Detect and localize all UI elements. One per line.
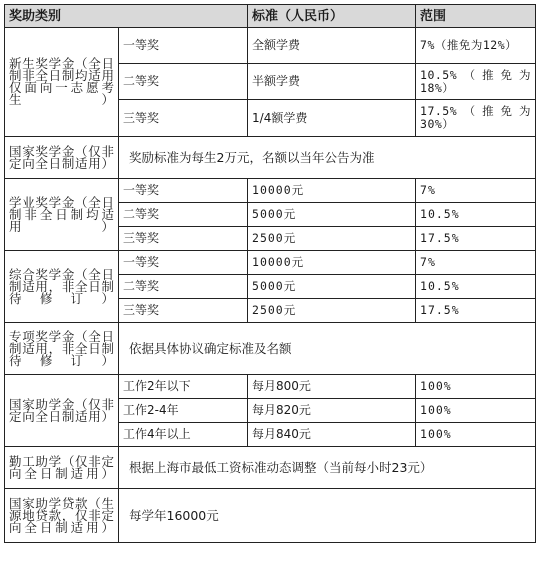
- national-grant-label: 国家助学金（仅非定向全日制适用）: [5, 375, 119, 447]
- range-cell: 100%: [416, 399, 536, 423]
- special-label: 专项奖学金（全日制适用，非全日制待修订）: [5, 323, 119, 375]
- scholarship-table: [4, 4, 536, 543]
- level-cell: 三等奖: [119, 299, 248, 323]
- range-cell: 100%: [416, 375, 536, 399]
- standard-cell: 每月840元: [248, 423, 416, 447]
- range-cell: 7%: [416, 251, 536, 275]
- table-row: [5, 28, 536, 64]
- table-row: [5, 447, 536, 489]
- level-cell: 二等奖: [119, 64, 248, 100]
- standard-cell: 1/4额学费: [248, 100, 416, 137]
- comprehensive-label: 综合奖学金（全日制适用，非全日制待修订）: [5, 251, 119, 323]
- table-row: [5, 375, 536, 399]
- range-cell: 7%（推免为12%）: [416, 28, 536, 64]
- loan-label: 国家助学贷款（生源地贷款，仅非定向全日制适用）: [5, 489, 119, 543]
- range-cell: 10.5%（推免为18%）: [416, 64, 536, 100]
- work-study-label: 勤工助学（仅非定向全日制适用）: [5, 447, 119, 489]
- header-row: [5, 5, 536, 28]
- work-study-text: 根据上海市最低工资标准动态调整（当前每小时23元）: [119, 447, 536, 489]
- level-cell: 三等奖: [119, 100, 248, 137]
- freshman-label: 新生奖学金（全日制非全日制均适用仅面向一志愿考生）: [5, 28, 119, 137]
- standard-cell: 5000元: [248, 203, 416, 227]
- table-row: [5, 323, 536, 375]
- loan-text: 每学年16000元: [119, 489, 536, 543]
- range-cell: 10.5%: [416, 203, 536, 227]
- level-cell: 三等奖: [119, 227, 248, 251]
- range-cell: 17.5%（推免为30%）: [416, 100, 536, 137]
- national-scholarship-text: 奖励标准为每生2万元，名额以当年公告为准: [119, 137, 536, 179]
- standard-cell: 10000元: [248, 251, 416, 275]
- header-category: 奖助类别: [5, 5, 248, 28]
- range-cell: 17.5%: [416, 299, 536, 323]
- standard-cell: 半额学费: [248, 64, 416, 100]
- special-text: 依据具体协议确定标准及名额: [119, 323, 536, 375]
- level-cell: 工作2-4年: [119, 399, 248, 423]
- table-row: [5, 137, 536, 179]
- range-cell: 7%: [416, 179, 536, 203]
- level-cell: 工作4年以上: [119, 423, 248, 447]
- table-row: [5, 489, 536, 543]
- range-cell: 100%: [416, 423, 536, 447]
- standard-cell: 全额学费: [248, 28, 416, 64]
- level-cell: 一等奖: [119, 28, 248, 64]
- table-row: [5, 251, 536, 275]
- standard-cell: 5000元: [248, 275, 416, 299]
- level-cell: 二等奖: [119, 203, 248, 227]
- table-row: [5, 179, 536, 203]
- level-cell: 二等奖: [119, 275, 248, 299]
- level-cell: 一等奖: [119, 179, 248, 203]
- header-range: 范围: [416, 5, 536, 28]
- level-cell: 一等奖: [119, 251, 248, 275]
- range-cell: 10.5%: [416, 275, 536, 299]
- standard-cell: 每月820元: [248, 399, 416, 423]
- standard-cell: 每月800元: [248, 375, 416, 399]
- header-standard: 标准（人民币）: [248, 5, 416, 28]
- standard-cell: 2500元: [248, 299, 416, 323]
- academic-label: 学业奖学金（全日制非全日制均适用）: [5, 179, 119, 251]
- range-cell: 17.5%: [416, 227, 536, 251]
- standard-cell: 10000元: [248, 179, 416, 203]
- standard-cell: 2500元: [248, 227, 416, 251]
- national-scholarship-label: 国家奖学金（仅非定向全日制适用）: [5, 137, 119, 179]
- level-cell: 工作2年以下: [119, 375, 248, 399]
